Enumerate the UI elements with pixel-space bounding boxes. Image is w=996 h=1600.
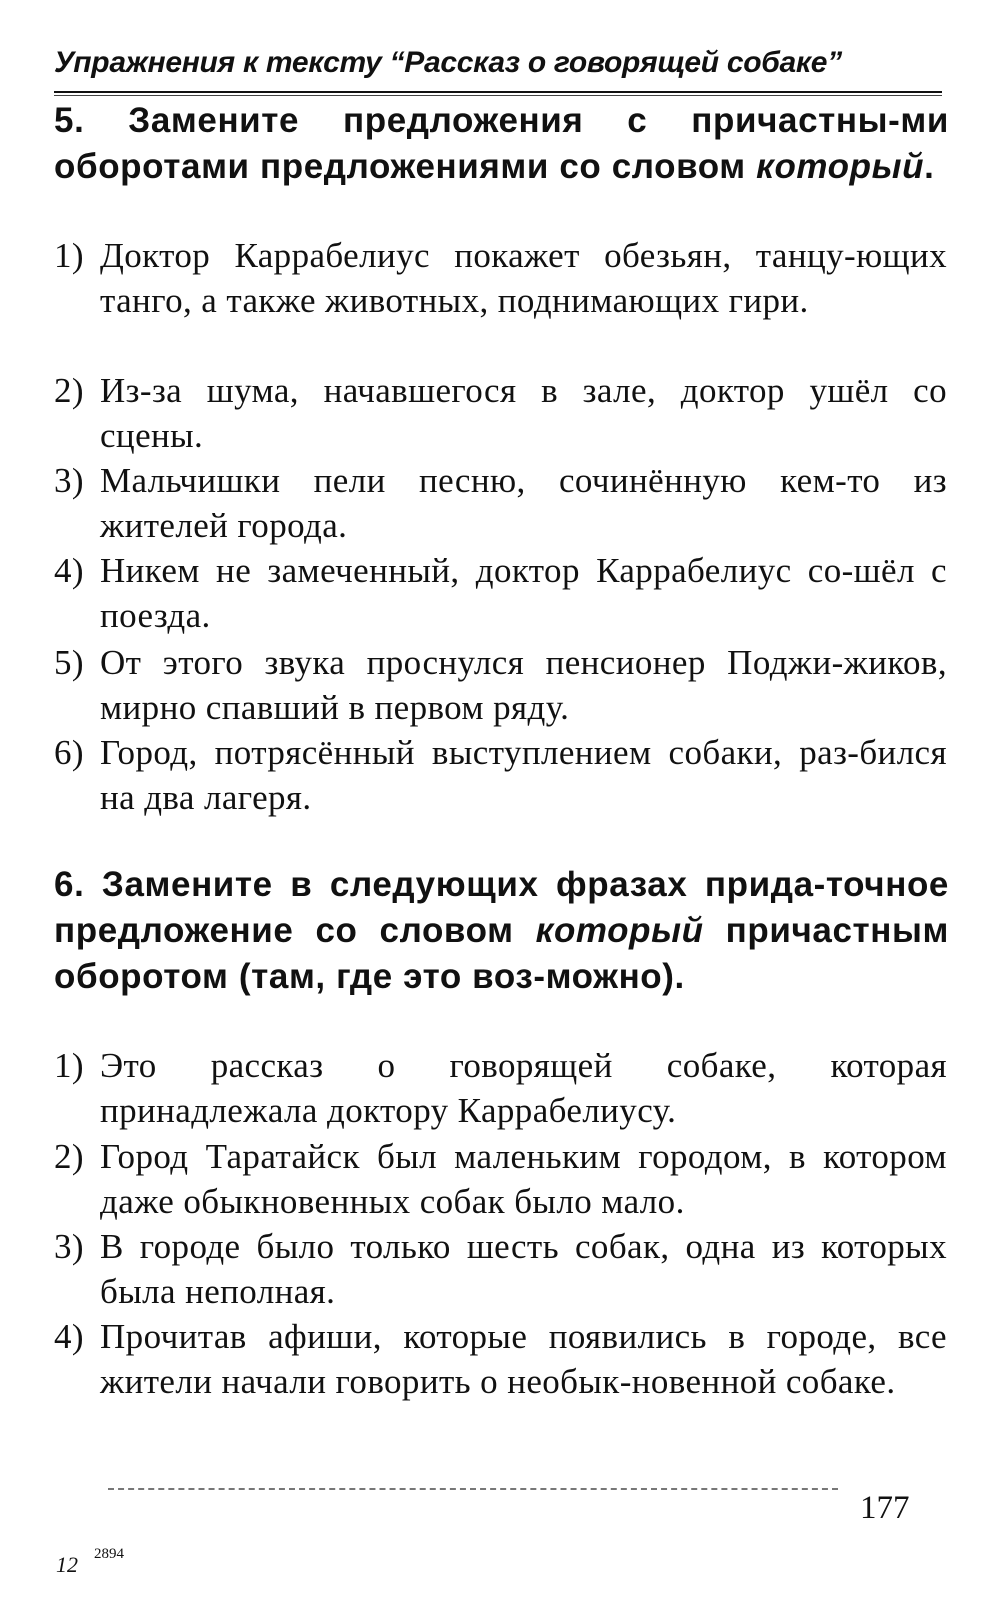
item-number: 3)	[54, 1227, 84, 1266]
task-6-heading-end: причастным оборотом (там, где это воз-можно).	[54, 911, 949, 996]
task-5-heading-end: .	[924, 147, 935, 186]
task-5-item-5	[54, 640, 947, 730]
task-6-item-3	[54, 1224, 947, 1314]
item-number: 2)	[54, 1137, 84, 1176]
item-number: 1)	[54, 236, 84, 275]
item-number: 2)	[54, 371, 84, 410]
item-text: Это рассказ о говорящей собаке, которая принадлежала доктору Каррабелиусу.	[100, 1046, 947, 1130]
item-number: 3)	[54, 461, 84, 500]
task-5-item-3	[54, 458, 947, 548]
task-6-heading-text: 6. Замените в следующих фразах прида-точное предложение со словом	[54, 865, 949, 950]
item-number: 4)	[54, 1317, 84, 1356]
item-text: Прочитав афиши, которые появились в городе, все жители начали говорить о необык-новенной собаке.	[100, 1317, 947, 1401]
task-6-heading	[54, 862, 949, 1000]
item-text: Мальчишки пели песню, сочинённую кем-то из жителей города.	[100, 461, 947, 545]
task-5-item-6	[54, 730, 947, 820]
item-text: В городе было только шесть собак, одна из которых была неполная.	[100, 1227, 947, 1311]
printer-signature: 12	[56, 1552, 78, 1577]
task-5-item-4	[54, 548, 947, 638]
task-5-item-2	[54, 368, 947, 458]
header-rule-thin	[54, 95, 942, 96]
item-number: 6)	[54, 733, 84, 772]
task-5-heading-keyword: который	[756, 147, 925, 186]
item-text: Доктор Каррабелиус покажет обезьян, танцу-ющих танго, а также животных, поднимающих гири.	[100, 236, 947, 320]
task-6-heading-keyword: который	[535, 911, 704, 950]
item-number: 4)	[54, 551, 84, 590]
task-5-heading-text: 5. Замените предложения с причастны-ми оборотами предложениями со словом	[54, 101, 949, 186]
task-6-item-1	[54, 1043, 947, 1133]
item-number: 5)	[54, 643, 84, 682]
page-number: 177	[860, 1490, 910, 1526]
task-5-item-1	[54, 233, 947, 323]
footer-rule	[108, 1488, 838, 1490]
item-text: Из-за шума, начавшегося в зале, доктор ушёл со сцены.	[100, 371, 947, 455]
item-text: Никем не замеченный, доктор Каррабелиус со-шёл с поезда.	[100, 551, 947, 635]
task-6-item-2	[54, 1134, 947, 1224]
header-rule	[54, 91, 942, 93]
running-head: Упражнения к тексту “Рассказ о говорящей собаке”	[54, 46, 842, 79]
task-6-item-4	[54, 1314, 947, 1404]
item-text: От этого звука проснулся пенсионер Поджи-жиков, мирно спавший в первом ряду.	[100, 643, 947, 727]
item-number: 1)	[54, 1046, 84, 1085]
item-text: Город Таратайск был маленьким городом, в котором даже обыкновенных собак было мало.	[100, 1137, 947, 1221]
task-5-heading	[54, 98, 949, 190]
item-text: Город, потрясённый выступлением собаки, раз-бился на два лагеря.	[100, 733, 947, 817]
print-code: 2894	[94, 1546, 124, 1562]
